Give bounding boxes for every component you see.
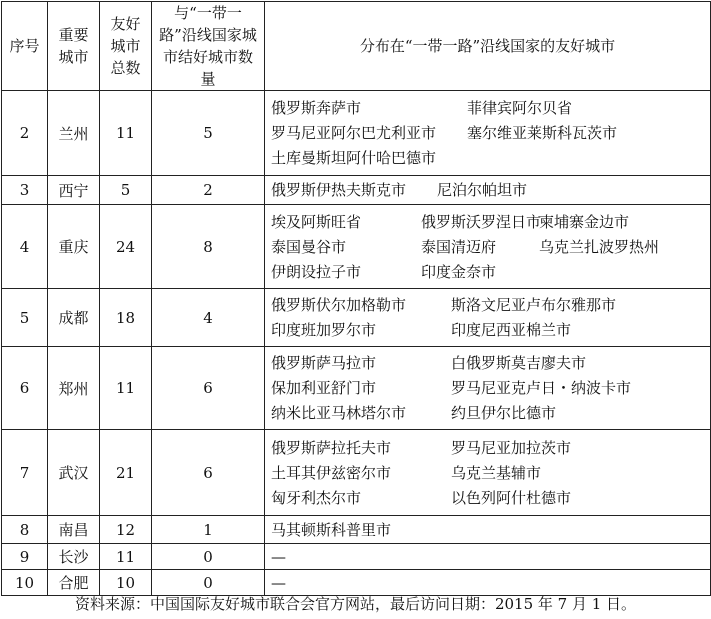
row-partners [265,544,711,570]
header-total: 友好城市总数 [100,2,152,91]
partner-city: 菲律宾阿尔贝省 [467,99,573,117]
row-belt-count: 0 [152,544,265,570]
row-city: 武汉 [48,430,100,516]
row-index: 9 [2,544,48,570]
row-index: 8 [2,516,48,544]
row-total: 5 [100,176,152,205]
row-city: 南昌 [48,516,100,544]
partner-city: 俄罗斯奔萨市 [271,99,362,117]
row-total: 24 [100,205,152,289]
table-row [2,430,711,516]
partner-city: 白俄罗斯莫吉廖夫市 [451,354,587,372]
row-index: 6 [2,347,48,430]
row-total: 21 [100,430,152,516]
row-city: 兰州 [48,91,100,176]
partner-city: 泰国曼谷市 [271,237,347,256]
header-city: 重要城市 [48,2,100,91]
partner-city: — [271,547,286,566]
partner-city: 俄罗斯萨马拉市 [271,354,377,372]
row-index: 3 [2,176,48,205]
partner-city: 斯洛文尼亚卢布尔雅那市 [451,296,617,314]
row-city: 成都 [48,289,100,347]
partner-city: 俄罗斯伊热夫斯克市 [271,181,407,199]
header-belt-count: 与“一带一路”沿线国家城市结好城市数量 [152,2,265,91]
row-city: 长沙 [48,544,100,570]
table-row [2,544,711,570]
row-belt-count: 6 [152,430,265,516]
partner-city: 乌克兰基辅市 [451,463,542,482]
table-row [2,347,711,430]
partner-city: 罗马尼亚阿尔巴尤利亚市 [271,124,437,142]
partner-city: 俄罗斯伏尔加格勒市 [271,296,407,314]
row-city: 西宁 [48,176,100,205]
header-belt-list: 分布在“一带一路”沿线国家的友好城市 [265,2,711,91]
row-belt-count: 0 [152,570,265,596]
partner-city: 泰国清迈府 [421,237,497,256]
partner-city: 俄罗斯萨拉托夫市 [271,438,392,457]
row-total: 18 [100,289,152,347]
row-index: 4 [2,205,48,289]
partner-city: 土库曼斯坦阿什哈巴德市 [271,149,437,167]
partner-city: 伊朗设拉子市 [271,262,362,281]
table-row [2,516,711,544]
row-total: 11 [100,347,152,430]
row-total: 11 [100,91,152,176]
header-index: 序号 [2,2,48,91]
row-partners [265,570,711,596]
row-belt-count: 5 [152,91,265,176]
partner-city: 尼泊尔帕坦市 [437,181,528,199]
partner-city: 俄罗斯沃罗涅日市 [421,212,542,231]
row-belt-count: 1 [152,516,265,544]
row-partners [265,176,711,205]
table-row [2,570,711,596]
row-total: 11 [100,544,152,570]
partner-city: 埃及阿斯旺省 [271,212,362,231]
row-total: 12 [100,516,152,544]
partner-city: 纳米比亚马林塔尔市 [271,404,407,422]
header-row [2,2,711,91]
partner-city: 马其顿斯科普里市 [271,521,392,539]
table-row [2,205,711,289]
partner-city: 保加利亚舒门市 [271,379,377,397]
row-belt-count: 8 [152,205,265,289]
partner-city: 罗马尼亚克卢日・纳波卡市 [451,379,632,397]
row-partners [265,430,711,516]
row-total: 10 [100,570,152,596]
row-index: 7 [2,430,48,516]
row-index: 10 [2,570,48,596]
partner-city: — [271,573,286,592]
row-index: 2 [2,91,48,176]
sister-cities-table [1,1,711,596]
row-belt-count: 4 [152,289,265,347]
row-partners [265,205,711,289]
row-belt-count: 6 [152,347,265,430]
source-note: 资料来源：中国国际友好城市联合会官方网站，最后访问日期：2015 年 7 月 1 日。 [74,595,637,613]
row-index: 5 [2,289,48,347]
table-row [2,176,711,205]
row-belt-count: 2 [152,176,265,205]
partner-city: 印度金奈市 [421,262,497,281]
partner-city: 土耳其伊兹密尔市 [271,463,392,482]
row-partners [265,347,711,430]
row-city: 郑州 [48,347,100,430]
partner-city: 以色列阿什杜德市 [451,488,572,507]
partner-city: 罗马尼亚加拉茨市 [451,438,572,457]
partner-city: 匈牙利杰尔市 [271,488,362,507]
partner-city: 乌克兰扎波罗热州 [539,237,660,256]
partner-city: 塞尔维亚莱斯科瓦茨市 [467,124,618,142]
partner-city: 约旦伊尔比德市 [451,404,557,422]
table-row [2,289,711,347]
partner-city: 柬埔寨金边市 [539,212,630,231]
row-partners [265,91,711,176]
row-city: 重庆 [48,205,100,289]
row-partners [265,516,711,544]
row-partners [265,289,711,347]
table-row [2,91,711,176]
partner-city: 印度尼西亚棉兰市 [451,321,572,339]
partner-city: 印度班加罗尔市 [271,321,377,339]
row-city: 合肥 [48,570,100,596]
